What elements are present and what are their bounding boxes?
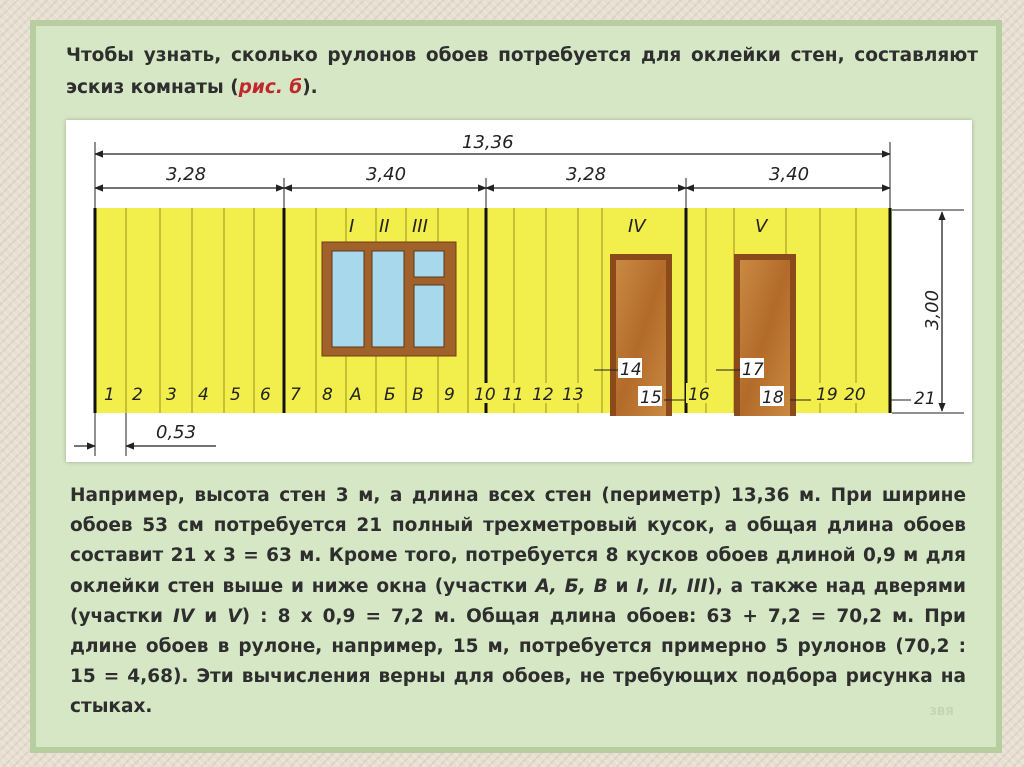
room-sketch-svg (66, 120, 972, 462)
window-label-2: II (379, 216, 390, 237)
dim-total-label: 13,36 (462, 132, 514, 153)
strip-label-19: 16 (688, 385, 710, 405)
strip-label-23: 20 (844, 385, 866, 405)
strip-label-4: 4 (198, 385, 209, 405)
strip-label-22: 19 (816, 385, 838, 405)
dim-height-label: 3,00 (922, 289, 943, 330)
door-label-4: IV (628, 216, 646, 237)
strip-label-10: Б (384, 385, 396, 405)
strip-label-18: 15 (640, 388, 662, 408)
dim-seg-label-1: 3,28 (166, 164, 207, 185)
strip-label-8: 8 (322, 385, 333, 405)
strip-label-24: 21 (914, 389, 936, 409)
strip-label-6: 6 (260, 385, 271, 405)
strip-label-16: 13 (562, 385, 584, 405)
strip-label-21: 18 (762, 388, 784, 408)
strip-label-5: 5 (230, 385, 241, 405)
strip-label-1: 1 (104, 385, 115, 405)
dim-seg-label-4: 3,40 (769, 164, 810, 185)
window-label-3: III (412, 216, 428, 237)
strip-label-14: 11 (502, 385, 524, 405)
strip-label-9: А (350, 385, 362, 405)
explanation-paragraph: Например, высота стен 3 м, а длина всех стен (периметр) 13,36 м. При ширине обоев 53 см потребуется 21 полный трехметровый кусок, а общая длина обоев составит 21 х 3 = 63 м. Кроме того, потребуется 8 кусков обоев длиной 0,9 м для оклейки стен выше и ниже окна (участки А, Б, В и I, II, III), а также над дверями (участки IV и V) : 8 х 0,9 = 7,2 м. Общая длина обоев: 63 + 7,2 = 70,2 м. При длине обоев в рулоне, например, 15 м, потребуется примерно 5 рулонов (70,2 : 15 = 4,68). Эти вычисления верны для обоев, не требующих подбора рисунка на стыках. (70, 485, 966, 718)
strip-label-20: 17 (742, 360, 764, 380)
door-label-5: V (755, 216, 768, 237)
room-sketch-figure (66, 120, 972, 462)
strip-label-17: 14 (620, 360, 642, 380)
figure-reference: рис. б (238, 77, 303, 98)
strip-label-11: В (412, 385, 424, 405)
strip-label-15: 12 (532, 385, 554, 405)
strip-label-13: 10 (474, 385, 496, 405)
dim-seg-label-3: 3,28 (566, 164, 607, 185)
window (322, 242, 456, 356)
strip-label-2: 2 (132, 385, 143, 405)
strip-label-12: 9 (444, 385, 455, 405)
intro-paragraph: Чтобы узнать, сколько рулонов обоев потребуется для оклейки стен, составляют эскиз комнаты (рис. б). (66, 45, 978, 98)
strip-label-3: 3 (166, 385, 177, 405)
watermark: ЗВЯ (929, 705, 954, 718)
strip-label-7: 7 (290, 385, 301, 405)
window-label-1: I (349, 216, 355, 237)
dim-seg-label-2: 3,40 (366, 164, 407, 185)
dim-strip-label: 0,53 (156, 422, 197, 443)
